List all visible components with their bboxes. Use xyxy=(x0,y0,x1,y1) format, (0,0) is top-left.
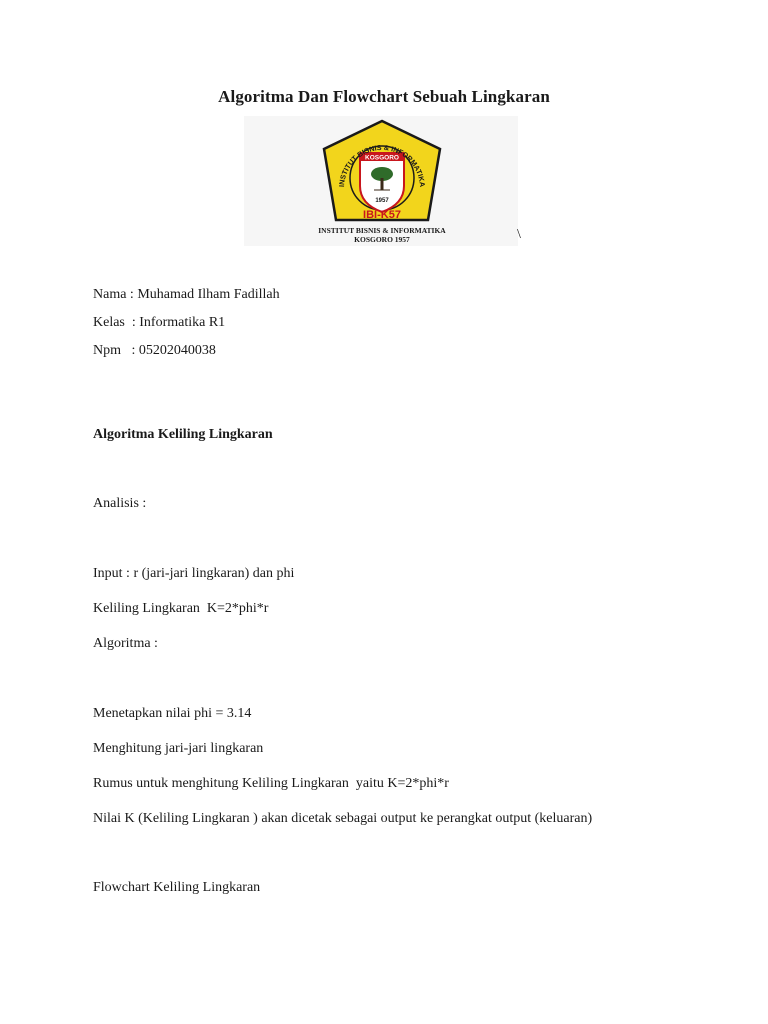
logo-caption-line2: KOSGORO 1957 xyxy=(354,235,410,244)
section-heading: Algoritma Keliling Lingkaran xyxy=(93,427,273,442)
flowchart-heading: Flowchart Keliling Lingkaran xyxy=(93,880,261,895)
algorithm-step: Nilai K (Keliling Lingkaran ) akan dicetak sebagai output ke perangkat output (keluaran) xyxy=(93,811,593,826)
input-line: Input : r (jari-jari lingkaran) dan phi xyxy=(93,566,295,581)
logo-caption-line1: INSTITUT BISNIS & INFORMATIKA xyxy=(318,226,446,235)
algorithm-step: Menetapkan nilai phi = 3.14 xyxy=(93,706,252,721)
logo-badge-text: IBI-K57 xyxy=(363,209,401,221)
identity-npm: Npm : 05202040038 xyxy=(93,343,216,358)
formula-line: Keliling Lingkaran K=2*phi*r xyxy=(93,601,269,616)
algorithm-step: Menghitung jari-jari lingkaran xyxy=(93,741,264,756)
institution-logo xyxy=(244,116,518,246)
analisis-label: Analisis : xyxy=(93,496,147,511)
logo-year-text: 1957 xyxy=(375,198,389,204)
algorithm-step: Rumus untuk menghitung Keliling Lingkaran yaitu K=2*phi*r xyxy=(93,776,449,791)
identity-nama: Nama : Muhamad Ilham Fadillah xyxy=(93,287,280,302)
identity-kelas: Kelas : Informatika R1 xyxy=(93,315,226,330)
logo-ring-text: INSTITUT BISNIS & INFORMATIKA xyxy=(337,142,428,188)
algoritma-label: Algoritma : xyxy=(93,636,158,651)
logo-top-text: KOSGORO xyxy=(365,154,399,162)
document-title: Algoritma Dan Flowchart Sebuah Lingkaran xyxy=(218,87,550,106)
stray-character: \ xyxy=(517,227,521,242)
